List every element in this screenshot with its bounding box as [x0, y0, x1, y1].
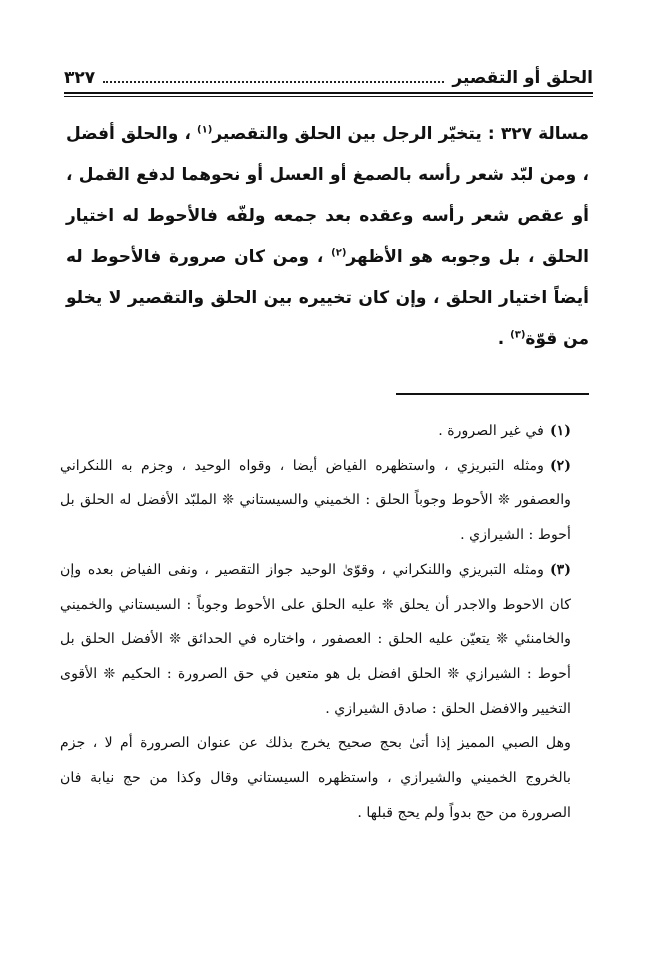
- page-header: [64, 58, 593, 88]
- main-text-part-2: ، والحلق أفضل ، ومن لبّد شعر رأسه بالصمغ أو العسل أو نحوهما لدفع القمل ، أو عقص شعر رأسه وعقده بعد جمعه ولفّه فالأحوط له اختيار الحلق ، بل وجوبه هو الأظهر: [66, 124, 589, 267]
- footnote-number: (٢): [549, 457, 571, 474]
- header-rule-thin: [64, 96, 593, 97]
- main-text-part-1: : يتخيّر الرجل بين الحلق والتقصير: [212, 124, 501, 144]
- issue-label: مسالة ٣٢٧: [500, 124, 589, 144]
- footnote-number: (٣): [549, 561, 571, 578]
- footnote-separator: [396, 393, 589, 395]
- footnote-text: في غير الصرورة .: [438, 423, 544, 439]
- footnote-ref-2: (٢): [331, 247, 347, 259]
- main-paragraph: [66, 114, 589, 360]
- footnote-2: [60, 449, 591, 553]
- footnote-3: [60, 553, 591, 727]
- header-rule: [64, 92, 593, 94]
- dotted-leader: [103, 80, 444, 83]
- page-number: ٣٢٧: [64, 68, 96, 88]
- footnotes: [60, 414, 591, 830]
- footnote-1: [60, 414, 591, 449]
- footnote-text: ومثله التبريزي ، واستظهره الفياض أيضا ، وقواه الوحيد ، وجزم به اللنكراني والعصفور ❊ الأحوط وجوباً الحلق : الخميني والسيستاني ❊ الملبّد الأفضل له الحلق بل أحوط : الشيرازي .: [60, 457, 571, 544]
- footnote-number: (١): [549, 423, 571, 439]
- footnote-ref-1: (١): [197, 124, 213, 136]
- main-text-part-4: .: [497, 329, 511, 349]
- footnote-text: ومثله التبريزي واللنكراني ، وقوّىٰ الوحيد جواز التقصير ، ونفى الفياض بعده وإن كان الاحوط والاجدر أن يحلق ❊ عليه الحلق على الأحوط وجوباً : السيستاني والخميني والخامنئي ❊ يتعيّن عليه الحلق : العصفور ، واختاره في الحدائق ❊ الأفضل الحلق بل أحوط : الشيرازي ❊ الحلق افضل بل هو متعين في حق الصرورة : الحكيم ❊ الأقوى التخيير والافضل الحلق : صادق الشيرازي .: [60, 561, 571, 717]
- footnote-continuation: وهل الصبي المميز إذا أتىٰ بحج صحيح يخرج بذلك عن عنوان الصرورة أم لا ، جزم بالخروج الخميني والشيرازي ، واستظهره السيستاني وقال وكذا من حج نيابة فان الصرورة من حج بدواً ولم يحج قبلها .: [60, 735, 571, 821]
- running-title: الحلق أو التقصير: [452, 68, 593, 88]
- main-text-part-3: ، ومن كان صرورة فالأحوط له أيضاً اختيار الحلق ، وإن كان تخييره بين الحلق والتقصير لا يخلو من قوّة: [66, 247, 589, 349]
- footnote-ref-3: (٣): [510, 329, 526, 341]
